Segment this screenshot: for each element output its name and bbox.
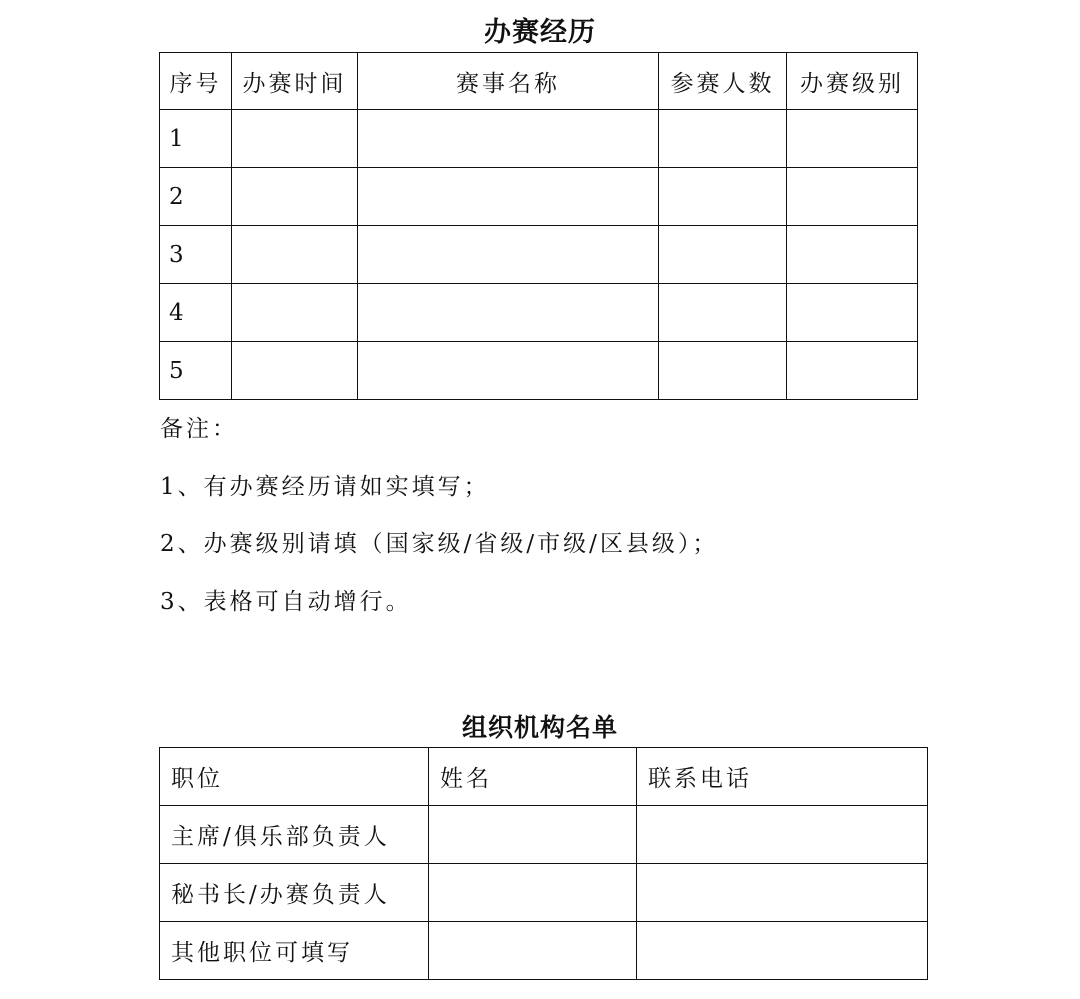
event-time-cell[interactable] (232, 342, 358, 400)
event-time-cell[interactable] (232, 284, 358, 342)
event-name-cell[interactable] (358, 226, 659, 284)
participant-count-cell[interactable] (659, 342, 787, 400)
phone-cell[interactable] (637, 922, 928, 980)
event-level-cell[interactable] (787, 226, 918, 284)
table-row (160, 284, 918, 342)
participant-count-cell[interactable] (659, 284, 787, 342)
row-number: 3 (160, 226, 232, 284)
row-number: 1 (160, 110, 232, 168)
table-row (160, 864, 928, 922)
table-row (160, 342, 918, 400)
header-participant-count: 参赛人数 (659, 53, 787, 110)
organization-roster-table (159, 747, 928, 980)
header-phone: 联系电话 (637, 748, 928, 806)
event-time-cell[interactable] (232, 110, 358, 168)
header-event-time: 办赛时间 (232, 53, 358, 110)
note-item: 1、有办赛经历请如实填写； (160, 473, 490, 500)
row-number: 2 (160, 168, 232, 226)
participant-count-cell[interactable] (659, 226, 787, 284)
phone-cell[interactable] (637, 806, 928, 864)
table-row (160, 168, 918, 226)
event-name-cell[interactable] (358, 110, 659, 168)
event-time-cell[interactable] (232, 226, 358, 284)
row-number: 4 (160, 284, 232, 342)
header-event-name: 赛事名称 (358, 53, 659, 110)
table-row (160, 226, 918, 284)
table-header-row (160, 748, 928, 806)
header-name: 姓名 (429, 748, 637, 806)
participant-count-cell[interactable] (659, 168, 787, 226)
event-name-cell[interactable] (358, 284, 659, 342)
position-cell: 秘书长/办赛负责人 (160, 864, 429, 922)
participant-count-cell[interactable] (659, 110, 787, 168)
organization-roster-title: 组织机构名单 (461, 713, 618, 742)
competition-history-table (159, 52, 918, 400)
table-header-row (160, 53, 918, 110)
table-row (160, 922, 928, 980)
event-name-cell[interactable] (358, 168, 659, 226)
event-name-cell[interactable] (358, 342, 659, 400)
position-cell: 其他职位可填写 (160, 922, 429, 980)
event-level-cell[interactable] (787, 342, 918, 400)
notes-section (160, 412, 718, 642)
phone-cell[interactable] (637, 864, 928, 922)
competition-history-title: 办赛经历 (484, 17, 596, 48)
header-position: 职位 (160, 748, 429, 806)
table-row (160, 110, 918, 168)
event-time-cell[interactable] (232, 168, 358, 226)
note-item: 3、表格可自动增行。 (160, 588, 412, 615)
event-level-cell[interactable] (787, 110, 918, 168)
header-event-level: 办赛级别 (787, 53, 918, 110)
event-level-cell[interactable] (787, 284, 918, 342)
table-row (160, 806, 928, 864)
name-cell[interactable] (429, 922, 637, 980)
name-cell[interactable] (429, 806, 637, 864)
position-cell: 主席/俱乐部负责人 (160, 806, 429, 864)
note-item: 2、办赛级别请填（国家级/省级/市级/区县级）； (160, 531, 719, 557)
notes-label: 备注： (160, 416, 238, 442)
event-level-cell[interactable] (787, 168, 918, 226)
name-cell[interactable] (429, 864, 637, 922)
header-serial-no: 序号 (160, 53, 232, 110)
row-number: 5 (160, 342, 232, 400)
